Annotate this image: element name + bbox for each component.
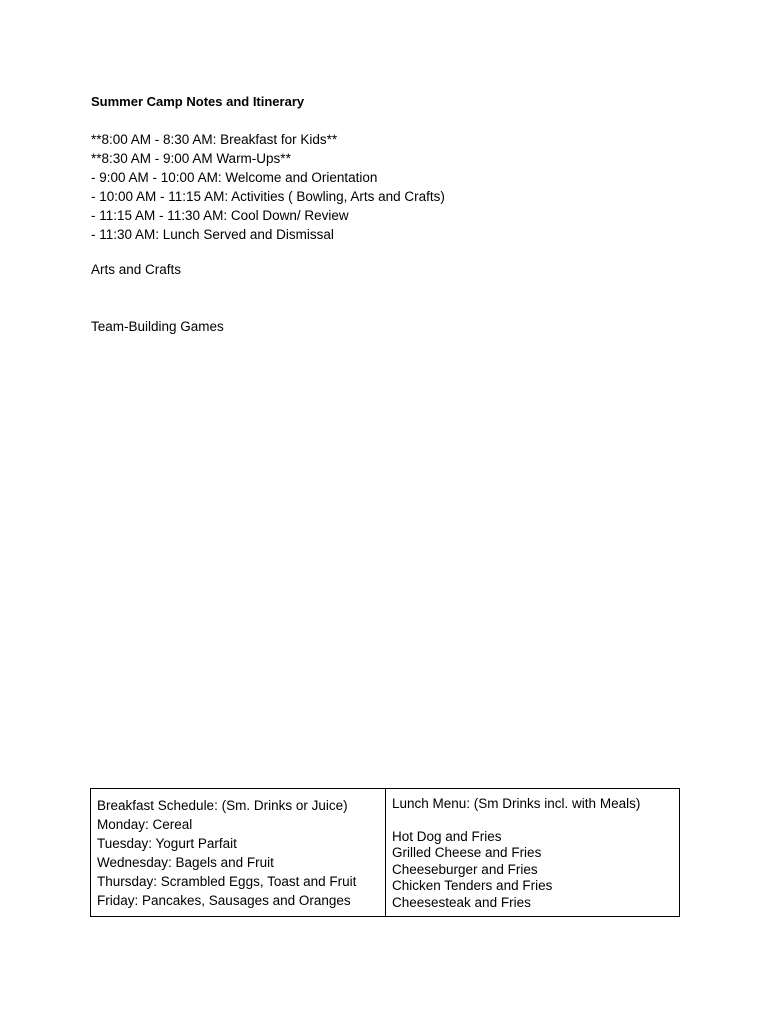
section-heading-arts-and-crafts: Arts and Crafts	[91, 262, 182, 277]
lunch-menu-heading: Lunch Menu: (Sm Drinks incl. with Meals)	[392, 796, 641, 811]
lunch-item: Hot Dog and Fries	[392, 828, 502, 844]
breakfast-schedule-heading: Breakfast Schedule: (Sm. Drinks or Juice)	[97, 798, 348, 813]
itinerary-item: **8:00 AM - 8:30 AM: Breakfast for Kids**	[91, 132, 338, 147]
itinerary-item: **8:30 AM - 9:00 AM Warm-Ups**	[91, 151, 291, 166]
breakfast-item: Wednesday: Bagels and Fruit	[97, 855, 274, 870]
lunch-item: Grilled Cheese and Fries	[392, 845, 542, 860]
itinerary-item: - 11:15 AM - 11:30 AM: Cool Down/ Review	[91, 208, 349, 223]
breakfast-item: Tuesday: Yogurt Parfait	[97, 836, 237, 851]
itinerary-item: - 10:00 AM - 11:15 AM: Activities ( Bowling, Arts and Crafts)	[91, 189, 445, 204]
section-heading-team-building: Team-Building Games	[91, 319, 224, 334]
itinerary-item: - 11:30 AM: Lunch Served and Dismissal	[91, 227, 334, 242]
page-title: Summer Camp Notes and Itinerary	[91, 94, 305, 109]
itinerary-item: - 9:00 AM - 10:00 AM: Welcome and Orientation	[91, 170, 378, 185]
lunch-menu-cell	[386, 789, 679, 916]
breakfast-item: Monday: Cereal	[97, 817, 193, 832]
breakfast-schedule-cell	[91, 789, 386, 916]
breakfast-item: Thursday: Scrambled Eggs, Toast and Fruit	[97, 874, 357, 889]
breakfast-item: Friday: Pancakes, Sausages and Oranges	[97, 893, 351, 908]
lunch-item: Cheeseburger and Fries	[392, 861, 538, 877]
menu-table	[90, 788, 680, 917]
lunch-item: Chicken Tenders and Fries	[392, 878, 553, 893]
itinerary-list	[91, 130, 445, 244]
lunch-item: Cheesesteak and Fries	[392, 894, 531, 910]
